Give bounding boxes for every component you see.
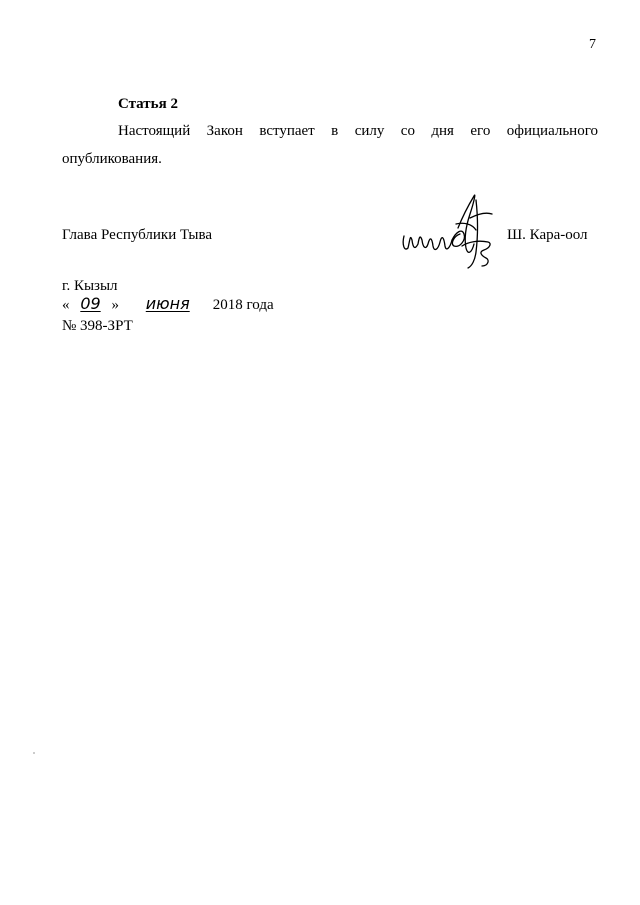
date-year: 2018 года	[212, 297, 274, 313]
date-quote-open: «	[62, 297, 70, 313]
page-number: 7	[589, 37, 596, 52]
issuance-date	[62, 294, 274, 314]
date-quote-close: »	[111, 297, 119, 313]
law-number: № 398-ЗРТ	[62, 318, 133, 334]
scan-artifact	[33, 752, 35, 754]
article-text-line-1: Настоящий Закон вступает в силу со дня его официального	[118, 123, 598, 139]
article-title: Статья 2	[118, 96, 178, 112]
issuance-city: г. Кызыл	[62, 278, 118, 294]
handwritten-month: июня	[145, 294, 190, 313]
signer-name: Ш. Кара-оол	[507, 227, 588, 243]
handwritten-day: 09	[80, 294, 101, 313]
handwritten-signature	[398, 188, 500, 274]
article-text-line-2: опубликования.	[62, 151, 162, 167]
signer-position-title: Глава Республики Тыва	[62, 227, 213, 243]
